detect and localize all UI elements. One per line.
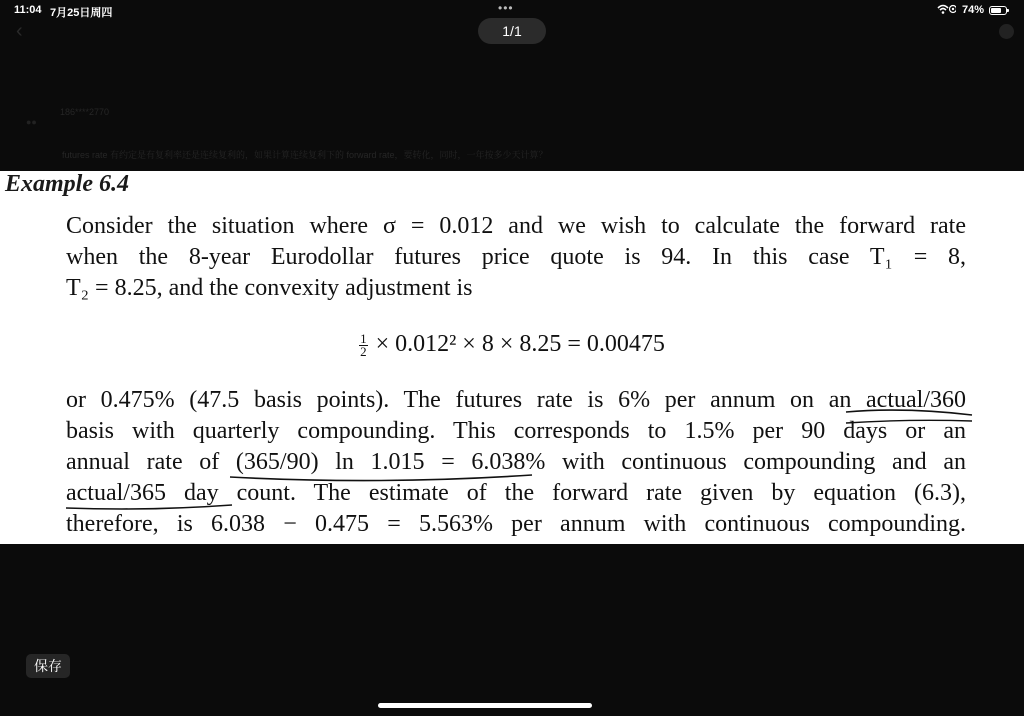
battery-percent: 74% [962,4,985,16]
paragraph2-line-1: or 0.475% (47.5 basis points). The futures rate is 6% per annum on an actual/360 [66,387,966,413]
back-chevron-icon[interactable]: ‹ [16,20,23,42]
background-avatar-icon: ●● [26,117,37,127]
status-time: 11:04 [14,4,42,16]
fraction-numerator: 1 [360,330,367,346]
paragraph2-line-3: annual rate of (365/90) ln 1.015 = 6.038% with continuous compounding and an [66,449,966,475]
home-indicator[interactable] [378,703,592,708]
example-title: Example 6.4 [5,171,129,197]
equation-body: × 0.012² × 8 × 8.25 = 0.00475 [369,331,665,357]
document-image [0,171,1024,544]
status-date: 7月25日周四 [50,7,113,19]
fraction-denominator: 2 [360,343,367,359]
wifi-icon [932,3,956,18]
save-button[interactable]: 保存 [26,654,70,678]
paragraph2-line-4: actual/365 day count. The estimate of the forward rate given by equation (6.3), [66,480,966,506]
background-username: 186****2770 [60,107,110,117]
paragraph-line-1: Consider the situation where σ = 0.012 and we wish to calculate the forward rate [66,213,966,239]
convexity-equation [0,331,1024,358]
paragraph-line-2: when the 8-year Eurodollar futures price quote is 94. In this case T₁ = 8, [66,244,966,270]
equation-fraction [359,330,368,359]
page-indicator: 1/1 [478,18,546,44]
paragraph2-line-2: basis with quarterly compounding. This corresponds to 1.5% per 90 days or an [66,418,966,444]
paragraph2-line-5: therefore, is 6.038 − 0.475 = 5.563% per annum with continuous compounding. [66,511,966,537]
background-question-text: futures rate 有约定是有复利率还是连续复利的，如果计算连续复利下的 forward rate，要转化，同时，一年按多少天计算？ [62,150,548,160]
multitask-dots-icon[interactable]: ••• [498,1,514,15]
more-options-icon[interactable] [999,24,1014,39]
paragraph-line-3: T₂ = 8.25, and the convexity adjustment is [66,275,473,301]
battery-icon [989,6,1007,15]
